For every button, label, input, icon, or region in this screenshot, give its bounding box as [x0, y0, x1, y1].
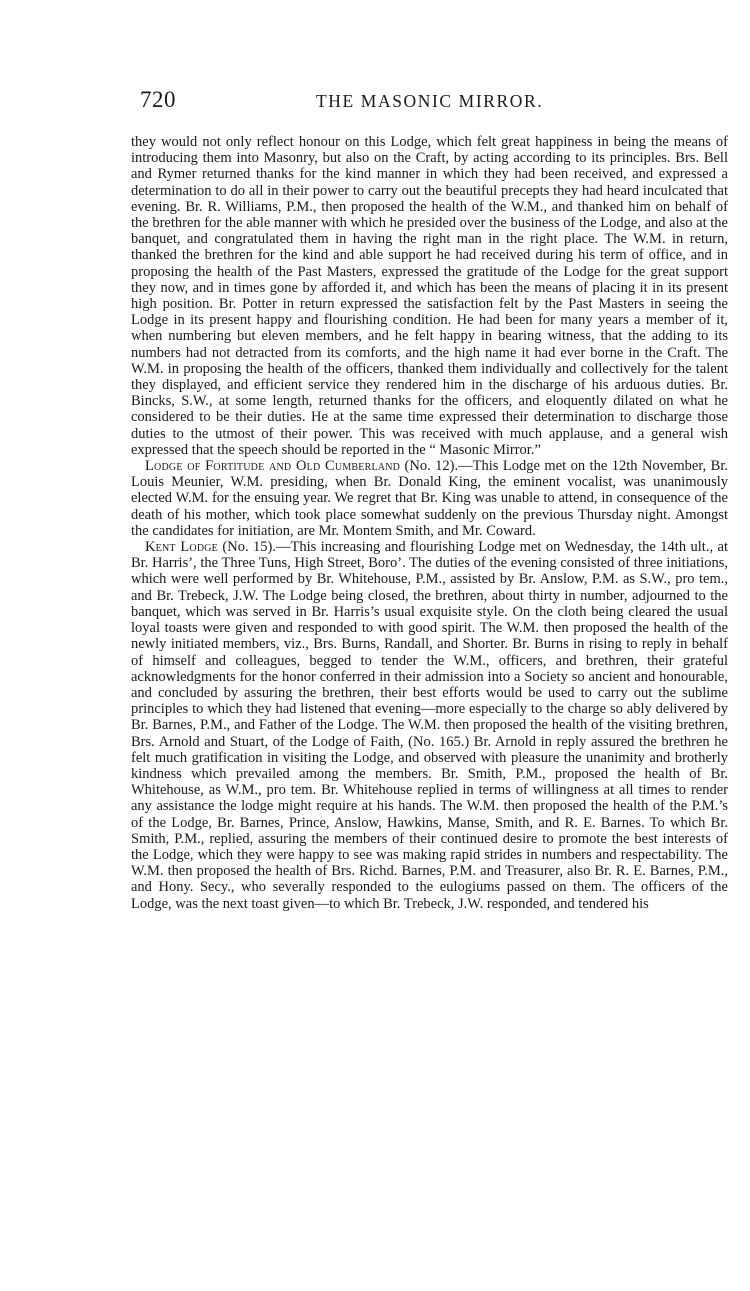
lodge-name: Lodge of Fortitude and Old Cumberland — [145, 458, 401, 475]
page-number: 720 — [140, 87, 176, 112]
article-body — [131, 134, 728, 912]
running-title: THE MASONIC MIRROR. — [316, 91, 544, 111]
paragraph-text: they would not only reflect honour on this Lodge, which felt great happiness in being the means of introducing them into Masonry, but also on the Craft, by acting according to its principles. Brs. Bell and Rymer returned thanks for the kind manner in which they had been received, and expressed a determination to do all in their power to carry out the beautiful precepts they had heard inculcated that evening. Br. R. Williams, P.M., then proposed the health of the W.M., and thanked him on behalf of the brethren for the able manner with which he presided over the business of the Lodge, and also at the banquet, and congratulated them in having the right man in the right place. The W.M. in return, thanked the brethren for the kind and able support he had received during his term of office, and in proposing the health of the Past Masters, expressed the gratitude of the Lodge for the great support they now, and in times gone by afforded it, and which has been the means of placing it in its present high position. Br. Potter in return expressed the satisfaction felt by the Past Masters in seeing the Lodge in its present happy and flourishing condition. He had been for many years a member of it, when numbering but eleven members, and he felt happy in bearing witness, that the adding to its numbers had not detracted from its comforts, and the high name it had ever borne in the Craft. The W.M. in proposing the health of the officers, thanked them individually and collectively for the talent they displayed, and efficient service they rendered him in the discharge of his arduous duties. Br. Bincks, S.W., at some length, returned thanks for the officers, and eloquently dilated on what he considered to be their duties. He at the same time expressed their determination to discharge those duties to the utmost of their power. This was received with much applause, and a general wish expressed that the speech should be reported in the “ Masonic Mirror.” — [131, 134, 728, 458]
paragraph-lodge-of-fortitude — [131, 458, 728, 539]
page-header — [140, 88, 728, 112]
paragraph-text: (No. 12).—This Lodge met on the 12th November, Br. Louis Meunier, W.M. presiding, when Br. Donald King, the eminent vocalist, was unanimously elected W.M. for the ensuing year. We regret that Br. King was unable to attend, in consequence of the death of his mother, which took place somewhat suddenly on the previous Thursday night. Amongst the candidates for initiation, are Mr. Montem Smith, and Mr. Coward. — [131, 458, 728, 539]
lodge-name: Kent Lodge — [145, 539, 218, 556]
paragraph-text: (No. 15).—This increasing and flourishing Lodge met on Wednesday, the 14th ult., at Br. Harris’, the Three Tuns, High Street, Boro’. The duties of the evening consisted of three initiations, which were well performed by Br. Whitehouse, P.M., assisted by Br. Anslow, P.M. as S.W., pro tem., and Br. Trebeck, J.W. The Lodge being closed, the brethren, about thirty in number, adjourned to the banquet, which was served in Br. Harris’s usual exquisite style. On the cloth being cleared the usual loyal toasts were given and responded to with good spirit. The W.M. then proposed the health of the newly initiated members, viz., Brs. Burns, Randall, and Shorter. Br. Burns in rising to reply in behalf of himself and colleagues, begged to tender the W.M., officers, and brethren, their grateful acknowledgments for the honor conferred in their admission into a Society so ancient and honourable, and concluded by assuring the brethren, their best efforts would be used to carry out the sublime principles to which they had listened that evening—more especially to the charge so ably delivered by Br. Barnes, P.M., and Father of the Lodge. The W.M. then proposed the health of the visiting brethren, Brs. Arnold and Stuart, of the Lodge of Faith, (No. 165.) Br. Arnold in reply assured the brethren he felt much gratification in visiting the Lodge, and observed with pleasure the unanimity and brotherly kindness which prevailed among the members. Br. Smith, P.M., proposed the health of Br. Whitehouse, as W.M., pro tem. Br. Whitehouse replied in terms of willingness at all times to render any assistance the lodge might require at his hands. The W.M. then proposed the health of the P.M.’s of the Lodge, Br. Barnes, Prince, Anslow, Hawkins, Manse, Smith, and R. E. Barnes. To which Br. Smith, P.M., replied, assuring the members of their continued desire to promote the best interests of the Lodge, which they were happy to see was making rapid strides in numbers and respectability. The W.M. then proposed the health of Brs. Richd. Barnes, P.M. and Treasurer, also Br. R. E. Barnes, P.M., and Hony. Secy., who severally responded to the eulogiums passed on them. The officers of the Lodge, was the next toast given—to which Br. Trebeck, J.W. responded, and tendered his — [131, 539, 728, 912]
paragraph-continuation — [131, 134, 728, 458]
paragraph-kent-lodge — [131, 539, 728, 912]
